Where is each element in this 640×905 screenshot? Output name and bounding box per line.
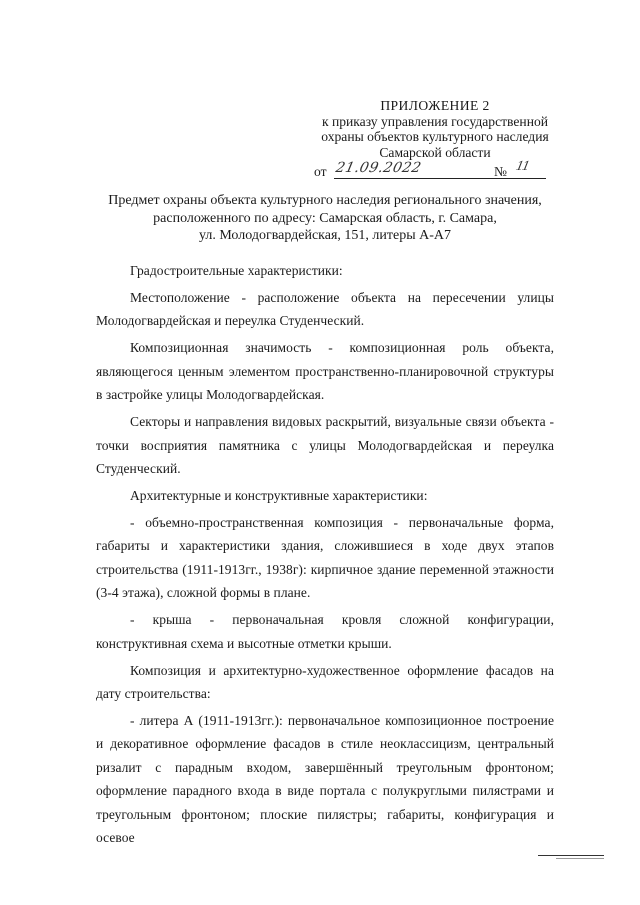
paragraph-composition-significance: Композиционная значимость - композиционная роль объекта, являющегося ценным элементом пространственно-планировочной структуры в застройке улицы Молодогвардейская. xyxy=(96,340,554,403)
appendix-title: ПРИЛОЖЕНИЕ 2 xyxy=(380,98,490,113)
heading-line: расположенного по адресу: Самарская область, г. Самара, xyxy=(153,210,497,226)
appendix-block xyxy=(300,98,570,180)
handwritten-date: 21.09.2022 xyxy=(334,160,423,176)
heading-line: Предмет охраны объекта культурного наследия регионального значения, xyxy=(108,193,542,208)
appendix-line: Самарской области xyxy=(379,144,491,160)
appendix-line: охраны объектов культурного наследия xyxy=(321,129,549,144)
paragraph-litera-a: - литера А (1911-1913гг.): первоначальное композиционное построение и декоративное оформление фасадов в стиле неоклассицизм, центральный ризалит с парадным входом, завершённый треугольным фронтоном; оформление парадного входа в виде портала с полукруглыми пилястрами и треугольным фронтоном; плоские пилястры; габариты, конфигурация и осевое xyxy=(96,713,554,846)
section-heading-architecture: Архитектурные и конструктивные характеристики: xyxy=(130,488,428,504)
paragraph-location: Местоположение - расположение объекта на пересечении улицы Молодогвардейская и переулка Студенческий. xyxy=(96,290,554,329)
date-prefix: от xyxy=(314,164,327,179)
document-body xyxy=(96,259,554,853)
footer-rule xyxy=(538,855,604,856)
section-heading-facades: Композиция и архитектурно-художественное оформление фасадов на дату строительства: xyxy=(96,662,554,702)
document-heading xyxy=(80,192,570,245)
number-prefix: № xyxy=(494,164,507,179)
paragraph-roof: - крыша - первоначальная кровля сложной конфигурации, конструктивная схема и высотные отметки крыши. xyxy=(96,612,554,651)
heading-line: ул. Молодогвардейская, 151, литеры А-А7 xyxy=(198,228,452,243)
handwritten-number: 11 xyxy=(514,159,531,174)
appendix-line: к приказу управления государственной xyxy=(321,113,549,129)
paragraph-volume-composition: - объемно-пространственная композиция - первоначальные форма, габариты и характеристики здания, сложившиеся в ходе двух этапов строительства (1911-1913гг., 1938г): кирпичное здание переменной этажности (3-4 этажа), сложной формы в плане. xyxy=(96,515,554,601)
section-heading-urban: Градостроительные характеристики: xyxy=(130,263,343,278)
order-date-number xyxy=(300,159,570,180)
paragraph-view-sectors: Секторы и направления видовых раскрытий, визуальные связи объекта - точки восприятия памятника с улицы Молодогвардейская и переулка Студенческий. xyxy=(96,414,554,477)
number-underline xyxy=(510,178,546,179)
footer-rule xyxy=(556,858,604,859)
